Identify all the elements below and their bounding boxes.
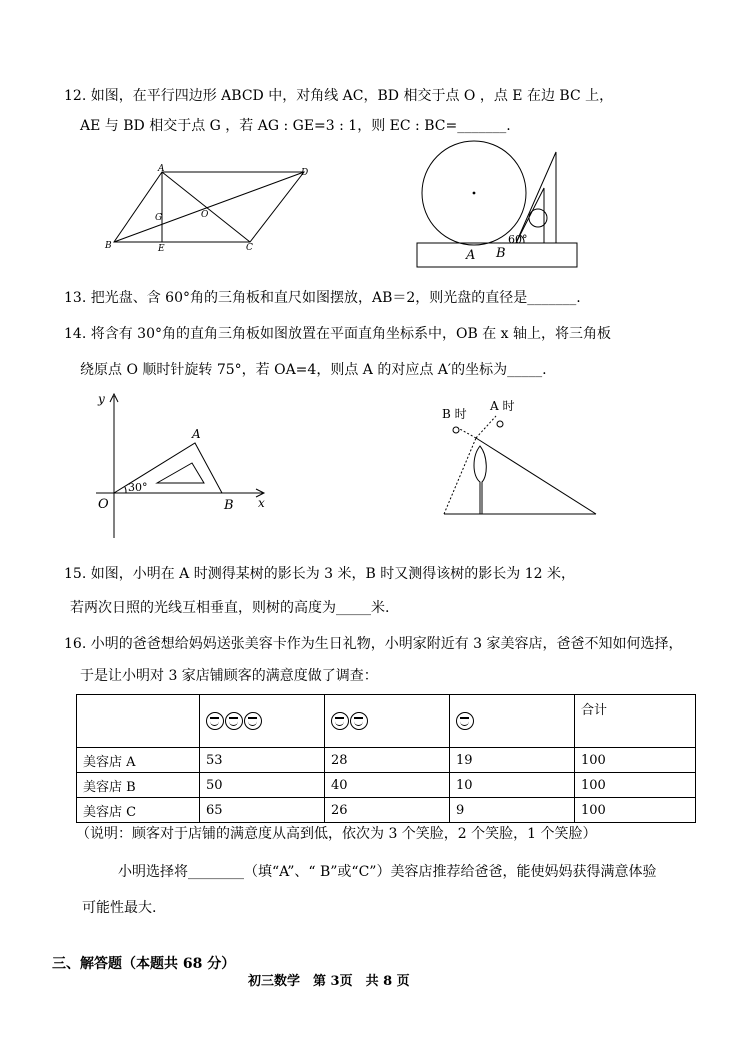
table-row bbox=[77, 748, 696, 773]
ray-a bbox=[444, 438, 476, 514]
smiley-icon bbox=[350, 712, 368, 730]
cell-total: 100 bbox=[575, 748, 696, 773]
cell-total: 100 bbox=[575, 773, 696, 798]
label-b-time: B 时 bbox=[442, 407, 467, 421]
store-name: 美容店 B bbox=[77, 773, 200, 798]
label-d: D bbox=[301, 168, 309, 178]
label-o: O bbox=[201, 210, 209, 220]
label-b: B bbox=[224, 498, 234, 513]
cell-three-smiles: 65 bbox=[200, 798, 325, 823]
cell-three-smiles: 53 bbox=[200, 748, 325, 773]
q12-line2: AE 与 BD 相交于点 G ，若 AG : GE=3 : 1，则 EC : BC=_______. bbox=[80, 118, 511, 134]
q15-line2: 若两次日照的光线互相垂直，则树的高度为_____米. bbox=[70, 600, 390, 616]
smiley-icon bbox=[456, 712, 474, 730]
cell-two-smiles: 40 bbox=[325, 773, 450, 798]
cell-one-smile: 10 bbox=[450, 773, 575, 798]
q14-line2: 绕原点 O 顺时针旋转 75°，若 OA=4，则点 A 的对应点 A′的坐标为_____. bbox=[80, 362, 547, 378]
ray-b-dashed bbox=[458, 428, 476, 438]
ray-b-solid bbox=[476, 438, 596, 514]
sun-b-icon bbox=[453, 427, 459, 433]
q14-line1: 14. 将含有 30°角的直角三角板如图放置在平面直角坐标系中，OB 在 x 轴上，将三角板 bbox=[64, 326, 611, 342]
angle-30-label: 30° bbox=[128, 481, 148, 494]
q16-answer-line2: 可能性最大. bbox=[82, 900, 157, 916]
tree-shadow-figure bbox=[436, 394, 604, 520]
label-a: A bbox=[466, 248, 476, 263]
section-3-heading: 三、解答题（本题共 68 分） bbox=[52, 956, 236, 972]
cell-three-smiles: 50 bbox=[200, 773, 325, 798]
header-two-smiles bbox=[325, 695, 450, 748]
store-name: 美容店 A bbox=[77, 748, 200, 773]
smiley-icon bbox=[331, 712, 349, 730]
label-x: x bbox=[258, 496, 265, 510]
disc-triangle-ruler-figure bbox=[414, 140, 584, 270]
disc-center bbox=[473, 192, 475, 194]
label-a: A bbox=[192, 427, 201, 441]
label-o: O bbox=[98, 497, 109, 512]
cell-total: 100 bbox=[575, 798, 696, 823]
coordinate-triangle-figure bbox=[92, 390, 272, 540]
header-three-smiles bbox=[200, 695, 325, 748]
q16-answer-line1: 小明选择将________（填“A”、“ B”或“C”）美容店推荐给爸爸，能使妈妈获得满意体验 bbox=[118, 864, 657, 880]
cell-two-smiles: 26 bbox=[325, 798, 450, 823]
satisfaction-table bbox=[76, 694, 696, 823]
smiley-icon bbox=[206, 712, 224, 730]
parallelogram-figure bbox=[104, 162, 314, 254]
table-header-row bbox=[77, 695, 696, 748]
diagonal-bd bbox=[114, 172, 304, 242]
table-row bbox=[77, 773, 696, 798]
smiley-icon bbox=[225, 712, 243, 730]
store-name: 美容店 C bbox=[77, 798, 200, 823]
label-a: A bbox=[158, 164, 165, 174]
ray-a-dashed bbox=[476, 416, 496, 438]
cell-two-smiles: 28 bbox=[325, 748, 450, 773]
q16-line2: 于是让小明对 3 家店铺顾客的满意度做了调查： bbox=[80, 668, 378, 684]
diagonal-ac bbox=[162, 172, 250, 242]
q13-line1: 13. 把光盘、含 60°角的三角板和直尺如图摆放，AB＝2，则光盘的直径是_______. bbox=[64, 290, 581, 306]
label-a-time: A 时 bbox=[490, 399, 515, 413]
label-c: C bbox=[246, 243, 253, 253]
cell-one-smile: 19 bbox=[450, 748, 575, 773]
label-b: B bbox=[496, 246, 506, 261]
cell-one-smile: 9 bbox=[450, 798, 575, 823]
triangle-inner bbox=[157, 463, 204, 483]
page-footer: 初三数学 第 3页 共 8 页 bbox=[248, 974, 410, 989]
q15-line1: 15. 如图，小明在 A 时测得某树的影长为 3 米，B 时又测得该树的影长为 12 米， bbox=[64, 566, 575, 582]
smiley-icon bbox=[244, 712, 262, 730]
tree bbox=[474, 446, 486, 514]
table-row bbox=[77, 798, 696, 823]
label-g: G bbox=[155, 213, 163, 223]
label-b: B bbox=[105, 241, 112, 251]
q16-line1: 16. 小明的爸爸想给妈妈送张美容卡作为生日礼物，小明家附近有 3 家美容店，爸爸不知如何选择， bbox=[64, 636, 683, 652]
header-blank bbox=[77, 695, 200, 748]
label-y: y bbox=[98, 392, 105, 406]
angle-60-label: 60° bbox=[508, 233, 528, 246]
header-total: 合计 bbox=[575, 695, 696, 748]
q12-line1: 12. 如图，在平行四边形 ABCD 中，对角线 AC，BD 相交于点 O ，点 E 在边 BC 上， bbox=[64, 88, 614, 104]
set-square-triangle bbox=[516, 152, 556, 243]
label-e: E bbox=[158, 244, 165, 254]
q16-note: （说明：顾客对于店铺的满意度从高到低，依次为 3 个笑脸，2 个笑脸，1 个笑脸） bbox=[76, 826, 597, 842]
angle-arc bbox=[125, 487, 126, 493]
sun-a-icon bbox=[497, 421, 503, 427]
header-one-smile bbox=[450, 695, 575, 748]
